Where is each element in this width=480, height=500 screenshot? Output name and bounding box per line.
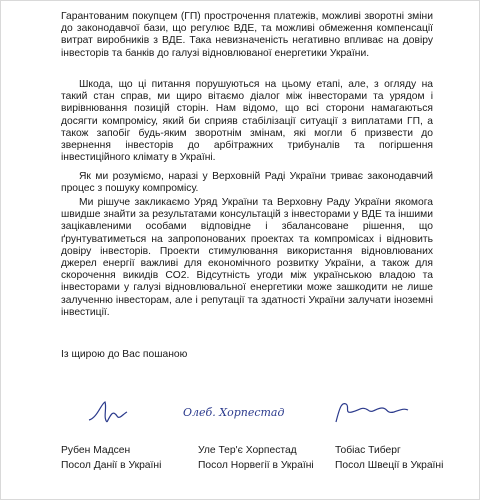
paragraph-2: Шкода, що ці питання порушуються на цьому етапі, але, з огляду на такий стан справ, ми щиро вітаємо діалог між інвесторами та урядом і вирівнювання позицій сторін. Нам відомо, що всі сторони намагаються досягти компромісу, який би сприяв стабілізації ситуації з виплатами ГП, а також запобіг будь-яким зворотнім змінам, які могли б призвести до звернення інвесторів до арбітражних трибуналів та погіршення інвестиційного клімату в Україні. [61, 79, 433, 164]
paragraph-1: Гарантованим покупцем (ГП) прострочення платежів, можливі зворотні зміни до законодавчої бази, що регулює ВДЕ, та можливі обмеження компенсації витрат виробників з ВДЕ. Така невизначеність негативно впливає на довіру інвесторів та банків до галузі відновлюваної енергетики України. [61, 11, 433, 59]
closing-line: Із щирою до Вас пошаною [61, 349, 188, 360]
signature-horpestad [179, 396, 304, 428]
signature-inscription: Олеб. Хорпестад [183, 406, 285, 419]
paragraph-3: Як ми розуміємо, наразі у Верховній Раді України триває законодавчий процес з пошуку компромісу. [61, 171, 433, 195]
signatory-name-2: Уле Тер'є Хорпестад [198, 445, 297, 456]
signatory-title-1: Посол Данії в Україні [61, 460, 162, 471]
signatory-name-3: Тобіас Тиберг [335, 445, 401, 456]
signature-tyberg [316, 396, 436, 428]
paragraph-4: Ми рішуче закликаємо Уряд України та Верховну Раду України якомога швидше знайти за результатами консультацій з інвесторами у ВДЕ та іншими зацікавленими особами відповідне і збалансоване рішення, що ґрунтуватиметься на запропонованих проектах та компромісах і відновить довіру інвесторів. Проекти стимулювання використання відновлюваних джерел енергії важливі для економічного розвитку України, а також для скорочення викидів CO2. Відсутність угоди між українською владою та інвесторами у галузі відновлювальної енергетики може зашкодити не лише залученню інвесторам, але і репутації та здатності України залучати іноземні інвестиції. [61, 197, 433, 318]
signatory-name-1: Рубен Мадсен [61, 445, 131, 456]
signatory-title-3: Посол Швеції в Україні [335, 460, 444, 471]
signatory-title-2: Посол Норвегії в Україні [198, 460, 314, 471]
signature-madsen [83, 396, 173, 428]
